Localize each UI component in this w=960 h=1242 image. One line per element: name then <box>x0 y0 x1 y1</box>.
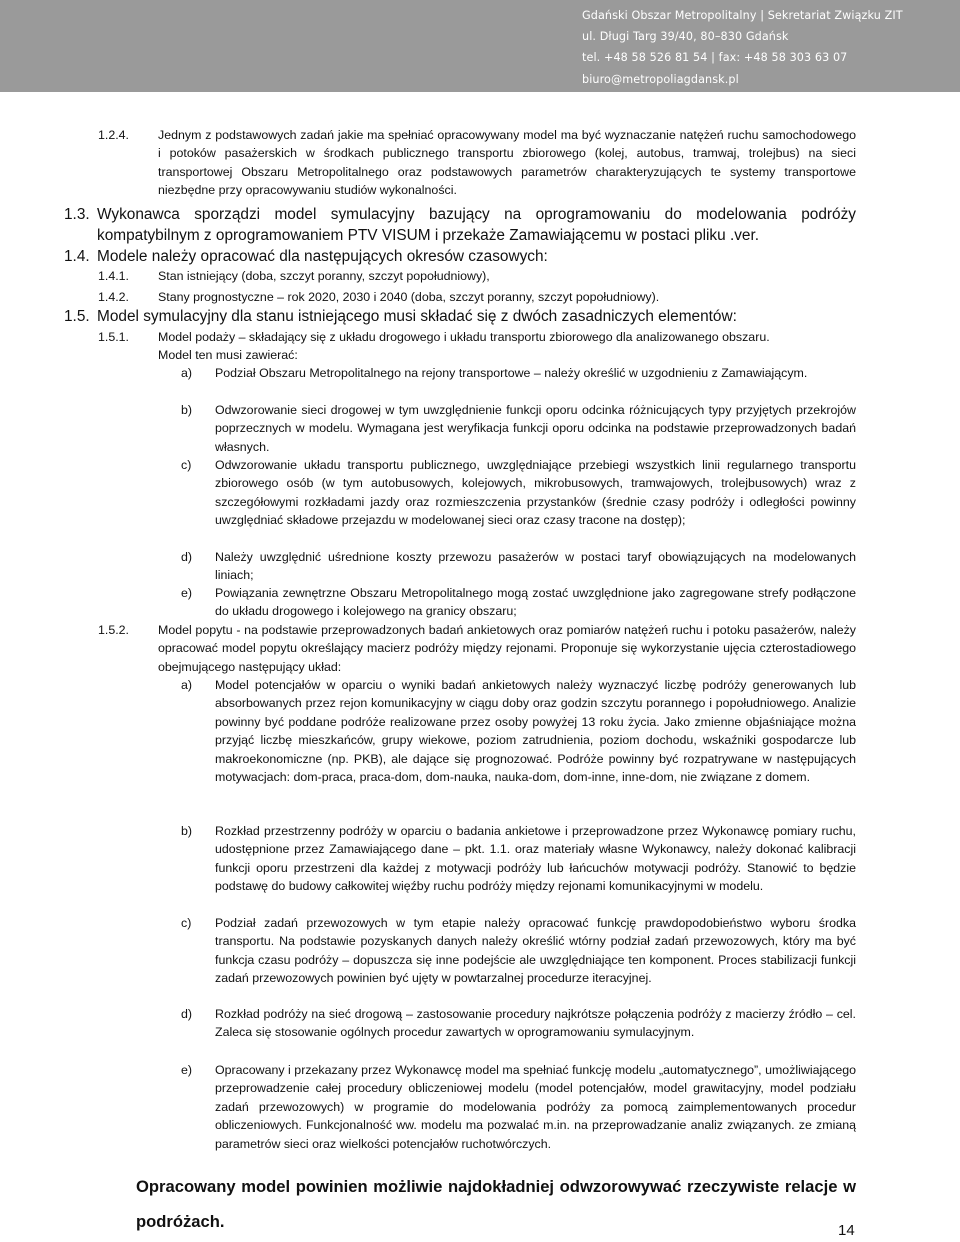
letterhead <box>0 0 960 92</box>
list-item-text: Rozkład podróży na sieć drogową – zastosowanie procedury najkrótsze połączenia podróży z macierzy źródło – cel. Zaleca się stosowanie ogólnych procedur zawartych w oprogramowaniu symulacyjnym. <box>215 1007 856 1040</box>
list-item-label: a) <box>181 678 193 692</box>
section-number: 1.4. <box>64 248 90 265</box>
letterhead-email: biuro@metropoliagdansk.pl <box>582 72 739 86</box>
letterhead-contact <box>582 5 903 90</box>
section-text: Jednym z podstawowych zadań jakie ma spełniać opracowywany model ma być wyznaczanie natężeń ruchu samochodowego i potoków pasażerskich w środkach publicznego transportu zbiorowego (kolej, autobus, tramwaj, trolejbus) na sieci transportowej Obszaru Metropolitalnego oraz podstawowych parametrów charakteryzujących te systemy transportowe niezbędne przy opracowywaniu studiów wykonalności. <box>158 128 856 198</box>
section-number: 1.3. <box>64 206 90 223</box>
list-item-label: d) <box>181 550 193 564</box>
section-text: Model popytu - na podstawie przeprowadzonych badań ankietowych oraz pomiarów natężeń ruchu i potoku pasażerów, należy opracować model popytu określający macierz podróży między rejonami. Proponuje się wykorzystanie ujęcia czterostadiowego obejmującego następujący układ: <box>158 623 856 674</box>
list-item-text: Stan istniejący (doba, szczyt poranny, szczyt popołudniowy), <box>158 269 490 283</box>
list-item-label: e) <box>181 1063 193 1077</box>
list-item-text: Należy uwzględnić uśrednione koszty przewozu pasażerów w postaci taryf obowiązujących na modelowanych liniach; <box>215 550 856 583</box>
list-item-text: Rozkład przestrzenny podróży w oparciu o badania ankietowe i przeprowadzone przez Wykonawcę pomiary ruchu, udostępnione przez Zamawiającego dane – pkt. 1.1. oraz materiały własne Wykonawcy, należy dokonać kalibracji funkcji oporu przestrzeni dla każdej z motywacji podróży lub łańcuchów motywacji podróży. Stanowić to będzie podstawę do budowy całkowitej więźby ruchu podróży między rejonami komunikacyjnymi w modelu. <box>215 824 856 894</box>
section-heading: Wykonawca sporządzi model symulacyjny bazujący na oprogramowaniu do modelowania podróży kompatybilnym z oprogramowaniem PTV VISUM i przekaże Zamawiającemu w postaci pliku .ver. <box>97 206 856 244</box>
list-item-label: e) <box>181 586 193 600</box>
section-heading: Model symulacyjny dla stanu istniejącego musi składać się z dwóch zasadniczych elementów: <box>97 308 737 325</box>
list-item-label: b) <box>181 403 193 417</box>
list-item-text: Odwzorowanie układu transportu publicznego, uwzględniające przebiegi wszystkich linii regularnego transportu zbiorowego osób (w tym autobusowych, kolejowych, mikrobusowych, tramwajowych, trolejbusowych) wraz z szczegółowymi rozkładami jazdy oraz rozmieszczenia przystanków (średnie czasy podróży i odległości powinny uwzględniać składowe przejazdu w modelowanej sieci oraz czasy tracone na dostęp); <box>215 458 856 528</box>
section-number: 1.2.4. <box>98 128 130 142</box>
section-heading: Modele należy opracować dla następujących okresów czasowych: <box>97 248 548 265</box>
letterhead-phone-fax: tel. +48 58 526 81 54 | fax: +48 58 303 63 07 <box>582 51 848 65</box>
section-intro: Model ten musi zawierać: <box>158 348 298 362</box>
list-item-text: Model potencjałów w oparciu o wyniki badań ankietowych należy wyznaczyć liczbę podróży generowanych lub absorbowanych przez rejon komunikacyjny w ciągu doby oraz godzin szczytu porannego i popołudniowego. Analizie powinny być poddane podróże realizowane przez osoby powyżej 13 roku życia. Jako zmienne objaśniające można przyjąć liczbę mieszkańców, grupy wiekowe, poziom zatrudnienia, poziom dochodu, wskaźniki gospodarcze lub makroekonomiczne (np. PKB), ale dające się prognozować. Podróże powinny być rozpatrywane w następujących motywacjach: dom-praca, praca-dom, dom-nauka, nauka-dom, dom-inne, inne-dom, nie związane z domem. <box>215 678 856 785</box>
letterhead-org: Gdański Obszar Metropolitalny | Sekretariat Związku ZIT <box>582 9 903 22</box>
list-item-text: Powiązania zewnętrzne Obszaru Metropolitalnego mogą zostać uwzględnione jako zagregowane strefy podłączone do układu drogowego i kolejowego na granicy obszaru; <box>215 586 856 619</box>
list-item-text: Odwzorowanie sieci drogowej w tym uwzględnienie funkcji oporu odcinka różnicujących typy przyjętych przekrojów poprzecznych w modelu. Wymagana jest weryfikacja funkcji oporu odcinka na podstawie przeprowadzonych badań własnych. <box>215 403 856 454</box>
section-number: 1.5.1. <box>98 330 130 344</box>
list-item-text: Opracowany i przekazany przez Wykonawcę model ma spełniać funkcję modelu „automatycznego”, umożliwiającego przeprowadzenie całej procedury obliczeniowej modelu (model potencjałów, model grawitacyjny, model podziału zadań przewozowych) w programie do modelowania podróży za pomocą zaimplementowanych procedur obliczeniowych. Funkcjonalność ww. modelu ma pozwalać m.in. na przeprowadzanie analiz związanych. ze zmianą parametrów sieci oraz wielkości potencjałów ruchotwórczych. <box>215 1063 856 1151</box>
list-item-text: Stany prognostyczne – rok 2020, 2030 i 2040 (doba, szczyt poranny, szczyt popołudniowy). <box>158 290 660 304</box>
list-item-number: 1.4.1. <box>98 269 130 283</box>
list-item-label: d) <box>181 1007 193 1021</box>
list-item-label: c) <box>181 916 192 930</box>
letterhead-address: ul. Długi Targ 39/40, 80–830 Gdańsk <box>582 30 789 44</box>
page-number: 14 <box>838 1222 855 1239</box>
list-item-label: c) <box>181 458 192 472</box>
section-number: 1.5.2. <box>98 623 130 637</box>
section-text: Model podaży – składający się z układu drogowego i układu transportu zbiorowego dla analizowanego obszaru. <box>158 330 770 344</box>
list-item-number: 1.4.2. <box>98 290 130 304</box>
section-number: 1.5. <box>64 308 90 325</box>
closing-statement: Opracowany model powinien możliwie najdokładniej odwzorowywać rzeczywiste relacje w podróżach. <box>136 1177 856 1231</box>
list-item-label: a) <box>181 366 193 380</box>
list-item-text: Podział Obszaru Metropolitalnego na rejony transportowe – należy określić w uzgodnieniu z Zamawiającym. <box>215 366 808 380</box>
list-item-text: Podział zadań przewozowych w tym etapie należy opracować funkcję prawdopodobieństwo wyboru środka transportu. Na podstawie pozyskanych danych należy określić wtórny podział zadań przewozowych, który ma być funkcja czasu podróży – dopuszcza się inne podejście ale uwzględniające ten komponent. Proces stabilizacji funkcji zadań przewozowych powinien być ujęty w powtarzalnej procedurze iteracyjnej. <box>215 916 856 986</box>
list-item-label: b) <box>181 824 193 838</box>
